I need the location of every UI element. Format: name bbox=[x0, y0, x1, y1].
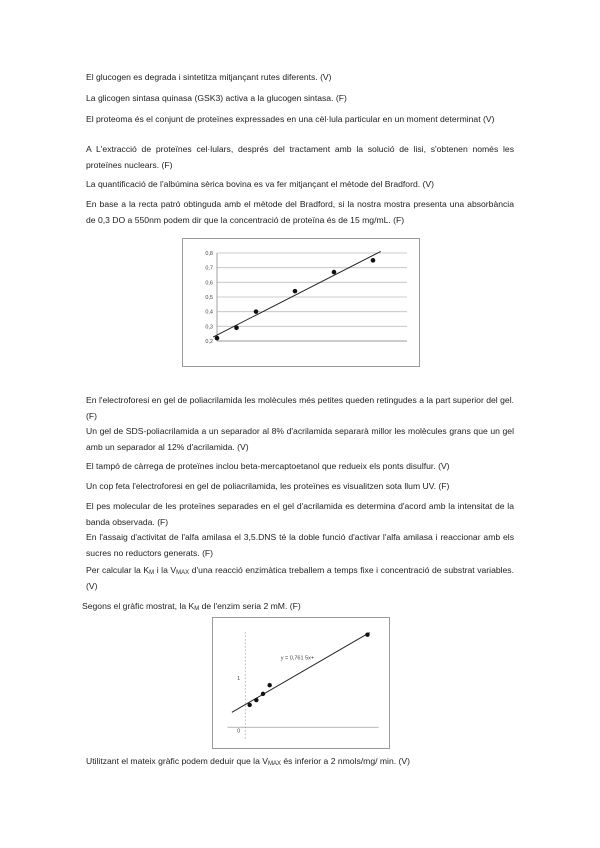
statement-6: En base a la recta patró obtinguda amb el mètode del Bradford, si la nostra mostra presenta una absorbància de 0,3 DO a 550nm podem dir que la concentració de proteïna és de 15 mg/mL. (F) bbox=[86, 199, 514, 225]
y-tick-label: 0,4 bbox=[205, 309, 213, 316]
data-point bbox=[234, 326, 239, 331]
y-tick-label: 0,3 bbox=[205, 324, 213, 331]
statement-10: Un cop feta l'electroforesi en gel de poliacrilamida, les proteïnes es visualitzen sota llum UV. (F) bbox=[86, 481, 450, 491]
trendline bbox=[232, 633, 370, 713]
data-point bbox=[371, 258, 376, 263]
y-tick-label: 1 bbox=[237, 675, 241, 682]
graph-km-statement: Segons el gràfic mostrat, la $K_M$ de l'enzim seria 2 mM. (F) bbox=[82, 601, 301, 612]
data-point bbox=[365, 632, 369, 636]
statement-7: En l'electroforesi en gel de poliacrilamida les molècules més petites queden retingudes a la part superior del gel. (F) bbox=[86, 395, 514, 421]
data-point bbox=[267, 683, 271, 687]
equation-label: y = 0,761 5x+ bbox=[280, 655, 315, 662]
statement-4: A L'extracció de proteïnes cel·lulars, després del tractament amb la solució de lisi, s'obtenen només les proteïnes nuclears. (F) bbox=[86, 144, 514, 170]
y-tick-label: 0,2 bbox=[205, 339, 213, 345]
data-point bbox=[247, 703, 251, 707]
statement-3: El proteoma és el conjunt de proteïnes expressades en una cèl·lula particular en un moment determinat (V) bbox=[86, 114, 495, 124]
data-point bbox=[254, 698, 258, 702]
y-tick-label: 0,7 bbox=[205, 265, 213, 272]
vmax-statement: Utilitzant el mateix gràfic podem deduir que la $V_{MAX}$ és inferior a 2 nmols/mg/ min. (V) bbox=[86, 756, 410, 767]
statement-8: Un gel de SDS-poliacrilamida a un separador al 8% d'acrilamida separarà millor les molècules grans que un gel amb un separador al 12% d'acrilamida. (V) bbox=[86, 426, 514, 452]
data-point bbox=[332, 270, 337, 275]
trendline bbox=[213, 251, 381, 337]
lineweaver-burk-chart bbox=[212, 617, 390, 749]
statement-5: La quantificació de l'albúmina sèrica bovina es va fer mitjançant el mètode del Bradford. (V) bbox=[86, 179, 434, 189]
data-point bbox=[261, 692, 265, 696]
statement-12: En l'assaig d'activitat de l'alfa amilasa el 3,5.DNS té la doble funció d'activar l'alfa amilasa i reaccionar amb els sucres no reductors generats. (F) bbox=[86, 532, 514, 558]
statement-11: El pes molecular de les proteïnes separades en el gel d'acrilamida es determina d'acord amb la intensitat de la banda observada. (F) bbox=[86, 501, 514, 527]
y-tick-label: 0,5 bbox=[205, 295, 213, 301]
statement-9: El tampó de càrrega de proteïnes inclou beta-mercaptoetanol que redueix els ponts disulfur. (V) bbox=[86, 461, 450, 471]
statement-1: El glucogen es degrada i sintetitza mitjançant rutes diferents. (V) bbox=[86, 72, 332, 82]
data-point bbox=[254, 309, 259, 314]
data-point bbox=[215, 336, 220, 341]
statement-2: La glicogen sintasa quinasa (GSK3) activa a la glucogen sintasa. (F) bbox=[86, 93, 347, 103]
data-point bbox=[293, 289, 298, 294]
y-tick-label: 0,8 bbox=[205, 251, 213, 257]
km-statement: Per calcular la $K_M$ i la $V_{MAX}$ d'una reacció enzimàtica treballem a temps fixe i concentració de substrat variables. (V) bbox=[86, 565, 514, 591]
bradford-chart bbox=[182, 238, 420, 367]
y-tick-label: 0 bbox=[237, 728, 241, 735]
y-tick-label: 0,6 bbox=[205, 280, 213, 287]
